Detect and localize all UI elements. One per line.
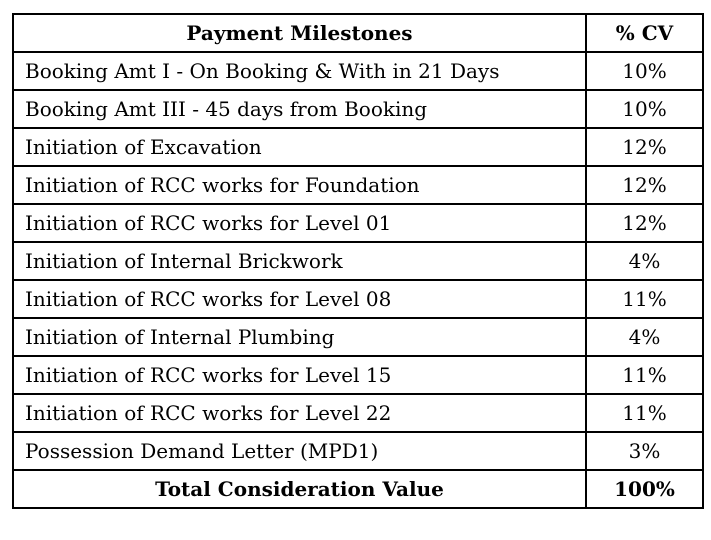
milestone-cell: Initiation of Internal Plumbing — [13, 318, 586, 356]
total-percent: 100% — [586, 470, 703, 508]
milestone-cell: Initiation of RCC works for Level 15 — [13, 356, 586, 394]
percent-cell: 12% — [586, 166, 703, 204]
total-label: Total Consideration Value — [13, 470, 586, 508]
milestone-cell: Booking Amt III - 45 days from Booking — [13, 90, 586, 128]
table-row — [13, 166, 703, 204]
table-row — [13, 242, 703, 280]
percent-cell: 10% — [586, 90, 703, 128]
milestone-cell: Initiation of RCC works for Level 22 — [13, 394, 586, 432]
total-row — [13, 470, 703, 508]
table-row — [13, 128, 703, 166]
percent-cell: 4% — [586, 242, 703, 280]
header-payment-milestones: Payment Milestones — [13, 14, 586, 52]
milestone-cell: Initiation of RCC works for Level 08 — [13, 280, 586, 318]
table-row — [13, 432, 703, 470]
milestone-cell: Booking Amt I - On Booking & With in 21 Days — [13, 52, 586, 90]
percent-cell: 10% — [586, 52, 703, 90]
percent-cell: 12% — [586, 204, 703, 242]
header-percent-cv: % CV — [586, 14, 703, 52]
milestone-cell: Initiation of Internal Brickwork — [13, 242, 586, 280]
percent-cell: 12% — [586, 128, 703, 166]
percent-cell: 4% — [586, 318, 703, 356]
percent-cell: 11% — [586, 280, 703, 318]
percent-cell: 11% — [586, 356, 703, 394]
payment-milestones-table — [12, 13, 704, 509]
table-row — [13, 280, 703, 318]
milestone-cell: Initiation of RCC works for Foundation — [13, 166, 586, 204]
table-row — [13, 90, 703, 128]
table-row — [13, 356, 703, 394]
milestone-cell: Initiation of Excavation — [13, 128, 586, 166]
milestone-cell: Initiation of RCC works for Level 01 — [13, 204, 586, 242]
table-row — [13, 52, 703, 90]
table-row — [13, 204, 703, 242]
percent-cell: 11% — [586, 394, 703, 432]
table-row — [13, 318, 703, 356]
percent-cell: 3% — [586, 432, 703, 470]
milestone-cell: Possession Demand Letter (MPD1) — [13, 432, 586, 470]
table-header-row — [13, 14, 703, 52]
table-row — [13, 394, 703, 432]
